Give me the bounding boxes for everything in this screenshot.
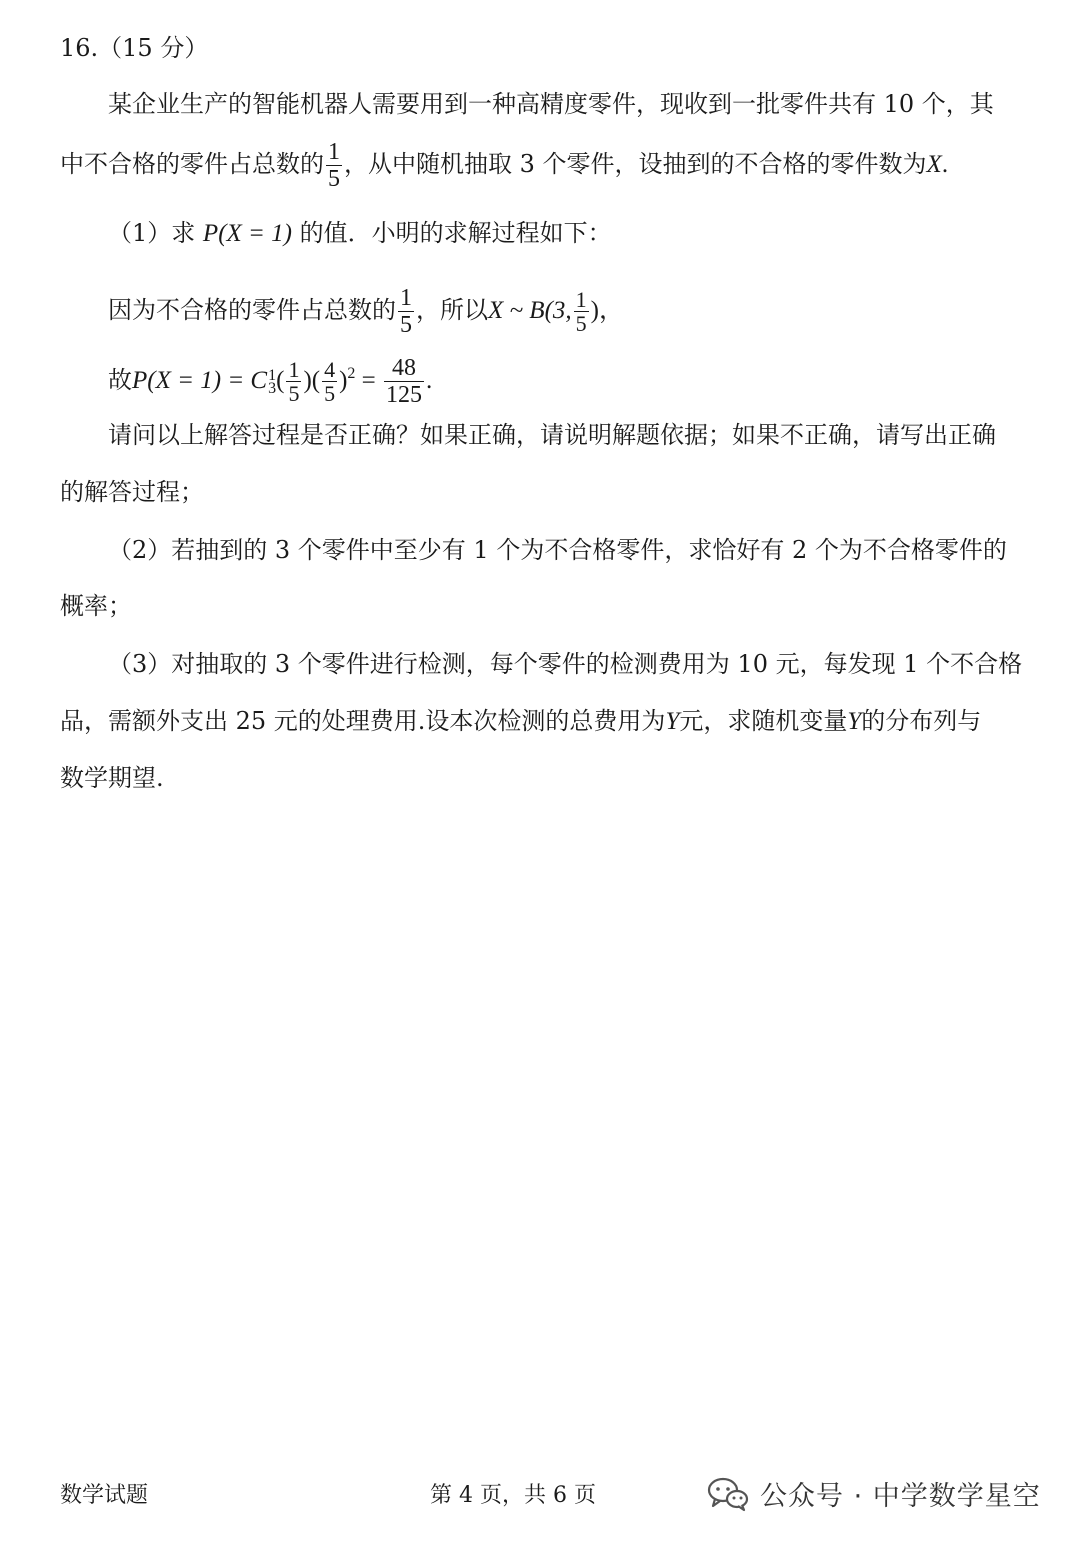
part2-line-2: 概率；: [60, 592, 132, 620]
fraction-four-fifth: $\frac{4}{5}$: [324, 357, 336, 406]
problem-header: 16.（15 分）: [60, 34, 209, 62]
watermark: [706, 1474, 1041, 1513]
result-fraction: $\frac{48}{125}$: [386, 355, 423, 408]
watermark-text: 公众号 · 中学数学星空: [760, 1481, 1041, 1512]
var-y-2: Y: [847, 708, 862, 735]
square-exponent: 2: [347, 365, 356, 382]
solution-line-1-mid: ，所以: [416, 296, 488, 324]
fraction-one-fifth: $\frac{1}{5}$: [328, 139, 340, 192]
question-line-1: 请问以上解答过程是否正确？如果正确，请说明解题依据；如果不正确，请写出正确: [108, 421, 996, 449]
part3-line-1: （3）对抽取的 3 个零件进行检测，每个零件的检测费用为 10 元，每发现 1 个不合格: [108, 650, 1023, 678]
binomial-distribution: X ~ B(3,: [488, 297, 572, 324]
period-2: .: [426, 367, 433, 394]
var-x: X: [926, 151, 942, 178]
solution-line-2: 故P(X = 1) = C 1 3 ( $\frac{1}{5}$ )( $\frac{4}{5}$ )$^2$ = $\frac{48}{125}$ .: [108, 355, 433, 408]
part1-expression: P(X = 1): [202, 220, 292, 247]
wechat-icon: [706, 1475, 750, 1513]
combination-indices: 1 3: [268, 366, 277, 397]
stem-line-2: [60, 139, 948, 192]
part1-post: 的值．小明的求解过程如下：: [299, 219, 612, 247]
part1-line: [108, 218, 612, 249]
var-y: Y: [665, 708, 680, 735]
solution-line-1: [108, 285, 624, 338]
question-line-2: 的解答过程；: [60, 478, 204, 506]
stem-line-1: 某企业生产的智能机器人需要用到一种高精度零件，现收到一批零件共有 10 个，其: [108, 90, 994, 118]
part3-line-2-c: 的分布列与: [861, 707, 982, 735]
part1-label: （1）求: [108, 219, 196, 247]
footer-page-number: 第 4 页，共 6 页: [430, 1483, 596, 1508]
period: .: [941, 151, 949, 178]
solution-line-2-pre: 故: [108, 366, 132, 394]
solution-line-1-close: )，: [590, 297, 624, 324]
part3-line-2-b: 元，求随机变量: [679, 707, 848, 735]
part3-line-3: 数学期望.: [60, 764, 164, 792]
fraction-one-fifth-2: $\frac{1}{5}$: [400, 285, 412, 338]
part3-line-2-a: 品，需额外支出 25 元的处理费用.设本次检测的总费用为: [60, 707, 666, 735]
stem-line-2-post: ，从中随机抽取 3 个零件，设抽到的不合格的零件数为: [344, 150, 927, 178]
fraction-one-fifth-4: $\frac{1}{5}$: [288, 357, 300, 406]
fraction-one-fifth-3: $\frac{1}{5}$: [575, 287, 587, 336]
probability-expression: P(X = 1) = C: [132, 367, 268, 394]
part3-line-2: [60, 706, 981, 737]
stem-line-2-pre: 中不合格的零件占总数的: [60, 150, 324, 178]
solution-line-1-pre: 因为不合格的零件占总数的: [108, 296, 396, 324]
part2-line-1: （2）若抽到的 3 个零件中至少有 1 个为不合格零件，求恰好有 2 个为不合格零件的: [108, 536, 1007, 564]
footer-subject: 数学试题: [60, 1483, 149, 1508]
